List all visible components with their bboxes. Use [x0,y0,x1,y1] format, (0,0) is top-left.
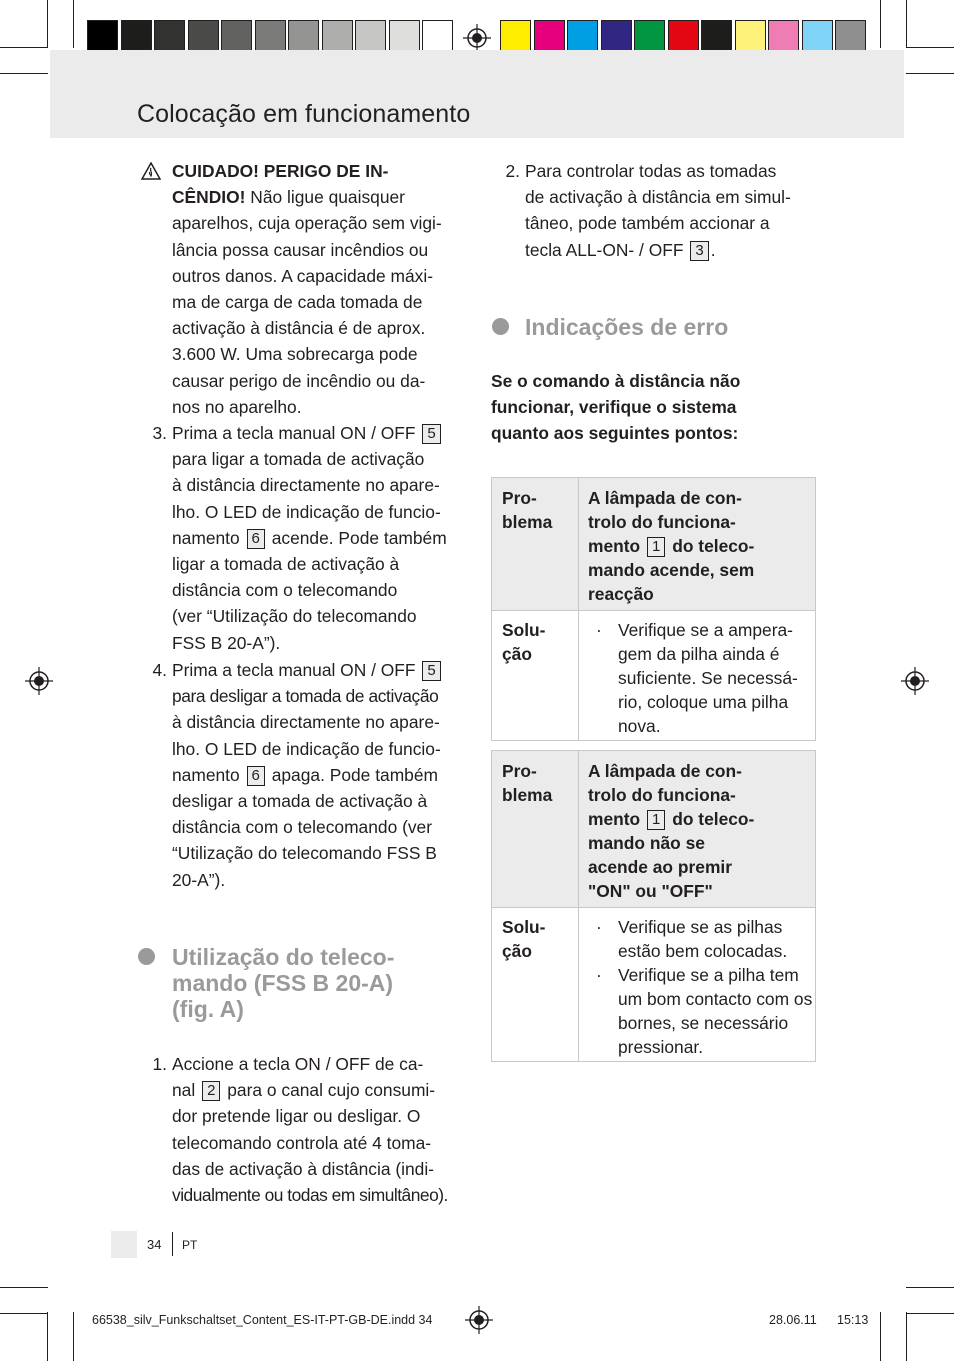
solution-line: nova. [618,716,661,736]
crop-mark [47,0,48,48]
step-1-text [172,1051,472,1208]
table-divider [578,751,579,1061]
crop-mark [0,47,48,48]
color-swatch [188,20,219,53]
troubleshooting-table-1 [491,477,816,741]
errors-intro [491,368,821,447]
problem-line: A lâmpada de con- [588,761,742,781]
intro-line: funcionar, verifique o sistema [491,397,737,418]
problem-line: mento [588,536,641,556]
step-number: 3. [152,423,167,443]
step-number: 2. [505,161,520,181]
color-swatch [601,20,632,53]
label-line: ção [502,644,532,664]
color-swatch [355,20,386,53]
crop-mark [906,47,954,48]
color-swatch [322,20,353,53]
bullet-dot: · [596,917,602,937]
solution-item [588,963,813,1059]
solution-line: rio, coloque uma pilha [618,692,789,712]
fire-warning [172,158,472,420]
color-swatch [121,20,152,53]
step-text: para desligar a tomada de activação [172,686,439,707]
problem-line: trolo do funciona- [588,512,736,532]
problem-line: do teleco- [672,536,755,556]
label-line: Pro- [502,761,537,781]
crop-mark [906,1312,907,1361]
problem-line: mando não se [588,833,705,853]
step-text: lho. O LED de indicação de funcio- [172,501,441,522]
ref-box: 3 [690,241,708,261]
section-heading-errors: Indicações de erro [525,314,729,340]
step-2-text [525,158,825,263]
warning-text: 3.600 W. Uma sobrecarga pode [172,344,418,365]
problem-text [588,759,813,903]
solution-label [502,915,545,963]
table-divider [578,478,579,740]
problem-line: acende ao premir [588,857,733,877]
step-text: apaga. Pode também [271,764,439,785]
warning-text: nos no aparelho. [172,396,302,417]
step-text: distância com o telecomando [172,580,398,601]
solution-line: estão bem colocadas. [618,941,788,961]
table-divider [492,610,815,611]
print-time: 15:13 [837,1313,869,1327]
intro-line: Se o comando à distância não [491,371,741,391]
color-swatch [701,20,732,53]
step-text: das de activação à distância (indi- [172,1158,434,1179]
problem-line: do teleco- [672,809,755,829]
step-text: namento [172,527,240,548]
warning-title: CUIDADO! PERIGO DE IN- [172,161,389,181]
color-swatch [735,20,766,53]
problem-line: trolo do funciona- [588,785,736,805]
step-text: à distância directamente no apare- [172,475,440,496]
warning-text: activação à distância é de aprox. [172,318,426,339]
page-title: Colocação em funcionamento [137,100,471,128]
warning-text: outros danos. A capacidade máxi- [172,265,434,286]
footer-tab [111,1231,137,1258]
crop-mark [906,73,954,74]
problem-line: mento [588,809,641,829]
heading-line: (fig. A) [172,996,244,1022]
ref-box: 1 [647,810,665,830]
ref-box: 5 [422,424,440,444]
step-text: ligar a tomada de activação à [172,554,400,575]
step-text: Accione a tecla ON / OFF de ca- [172,1054,424,1074]
solution-line: gem da pilha ainda é [618,644,780,664]
color-swatch [154,20,185,53]
problem-line: mando acende, sem [588,560,755,580]
heading-line: Utilização do teleco- [172,944,395,970]
ref-box: 6 [247,766,265,786]
solution-line: bornes, se necessário [618,1013,789,1033]
label-line: blema [502,785,553,805]
crop-mark [906,1287,954,1288]
step-4-text [172,657,472,893]
step-text: à distância directamente no apare- [172,712,440,733]
warning-text: aparelhos, cuja operação sem vigi- [172,213,442,234]
color-swatch [802,20,833,53]
crop-mark [0,1313,48,1314]
step-text: FSS B 20-A”). [172,632,281,653]
registration-mark-icon [901,667,929,695]
step-text: 20-A”). [172,869,226,890]
problem-text [588,486,813,606]
step-text: distância com o telecomando (ver [172,817,433,838]
color-swatch [422,20,453,53]
step-text: para ligar a tomada de activação [172,449,425,470]
problem-line: A lâmpada de con- [588,488,742,508]
crop-mark [0,73,48,74]
ref-box: 6 [247,529,265,549]
print-date: 28.06.11 [769,1313,817,1327]
crop-mark [73,0,74,48]
color-swatch [768,20,799,53]
section-heading-remote [172,944,472,1022]
warning-text: Não ligue quaisquer [245,187,405,208]
page-number: 34 [147,1237,162,1252]
crop-mark [906,1313,954,1314]
crop-mark [880,1312,881,1361]
problem-line: "ON" ou "OFF" [588,881,713,901]
troubleshooting-table-2 [491,750,816,1062]
step-text: telecomando controla até 4 toma- [172,1132,432,1153]
crop-mark [880,0,881,48]
warning-text: ma de carga de cada tomada de [172,292,423,313]
crop-mark [0,1287,48,1288]
step-number: 4. [152,660,167,680]
color-swatch [500,20,531,53]
step-text: dor pretende ligar ou desligar. O [172,1106,421,1127]
warning-icon [141,162,161,180]
step-text: nal [172,1080,196,1101]
label-line: Pro- [502,488,537,508]
step-text: acende. Pode também [271,527,447,548]
color-swatch [288,20,319,53]
step-number: 1. [152,1054,167,1074]
step-text: para o canal cujo consumi- [227,1080,436,1101]
problem-label [502,759,552,807]
ref-box: 2 [202,1081,220,1101]
solution-line: um bom contacto com os [618,989,813,1009]
registration-mark-icon [25,667,53,695]
crop-mark [906,0,907,48]
color-swatch [389,20,420,53]
solution-text [588,618,813,738]
color-swatch [534,20,565,53]
solution-text [588,915,813,1059]
bullet-dot: · [596,965,602,985]
step-text: de activação à distância em simul- [525,187,791,208]
step-3-text [172,420,472,656]
solution-line: pressionar. [618,1037,704,1057]
solution-line: Verifique se a pilha tem [618,965,799,985]
ref-box: 5 [422,661,440,681]
registration-mark-icon [463,24,491,52]
solution-line: Verifique se as pilhas [618,917,783,937]
step-text: lho. O LED de indicação de funcio- [172,738,441,759]
heading-line: mando (FSS B 20-A) [172,970,394,996]
bullet-dot: · [596,620,602,640]
crop-mark [47,1312,48,1361]
solution-item [588,915,813,963]
crop-mark [73,1312,74,1361]
label-line: blema [502,512,553,532]
color-swatch [835,20,866,53]
step-text: tâneo, pode também accionar a [525,213,770,234]
section-bullet-icon [492,318,509,335]
registration-mark-icon [465,1306,493,1334]
warning-title-cont: CÊNDIO! [172,187,246,208]
warning-text: causar perigo de incêndio ou da- [172,370,426,391]
color-swatch [668,20,699,53]
footer-divider [172,1232,173,1256]
solution-line: suficiente. Se necessá- [618,668,798,688]
step-text: namento [172,764,240,785]
table-divider [492,907,815,908]
step-text: Prima a tecla manual ON / OFF [172,660,416,680]
step-text: . [710,239,716,260]
step-text: (ver “Utilização do telecomando [172,606,417,627]
color-swatch [87,20,118,53]
problem-label [502,486,552,534]
file-name: 66538_silv_Funkschaltset_Content_ES-IT-PT-GB-DE.indd 34 [92,1313,433,1327]
solution-label [502,618,545,666]
color-swatch [255,20,286,53]
ref-box: 1 [647,537,665,557]
problem-line: reacção [588,584,654,604]
label-line: Solu- [502,917,546,937]
step-text: “Utilização do telecomando FSS B [172,843,437,864]
color-swatch [567,20,598,53]
section-bullet-icon [138,948,155,965]
intro-line: quanto aos seguintes pontos: [491,423,739,444]
step-text: Prima a tecla manual ON / OFF [172,423,416,443]
step-text: tecla ALL-ON- / OFF [525,239,684,260]
solution-item [588,618,813,738]
color-swatch [634,20,665,53]
label-line: Solu- [502,620,546,640]
color-swatch [221,20,252,53]
step-text: desligar a tomada de activação à [172,791,428,812]
warning-text: lância possa causar incêndios ou [172,239,429,260]
language-code: PT [182,1238,198,1252]
step-text: vidualmente ou todas em simultâneo). [172,1185,448,1206]
label-line: ção [502,941,532,961]
step-text: Para controlar todas as tomadas [525,161,777,181]
solution-line: Verifique se a ampera- [618,620,793,640]
